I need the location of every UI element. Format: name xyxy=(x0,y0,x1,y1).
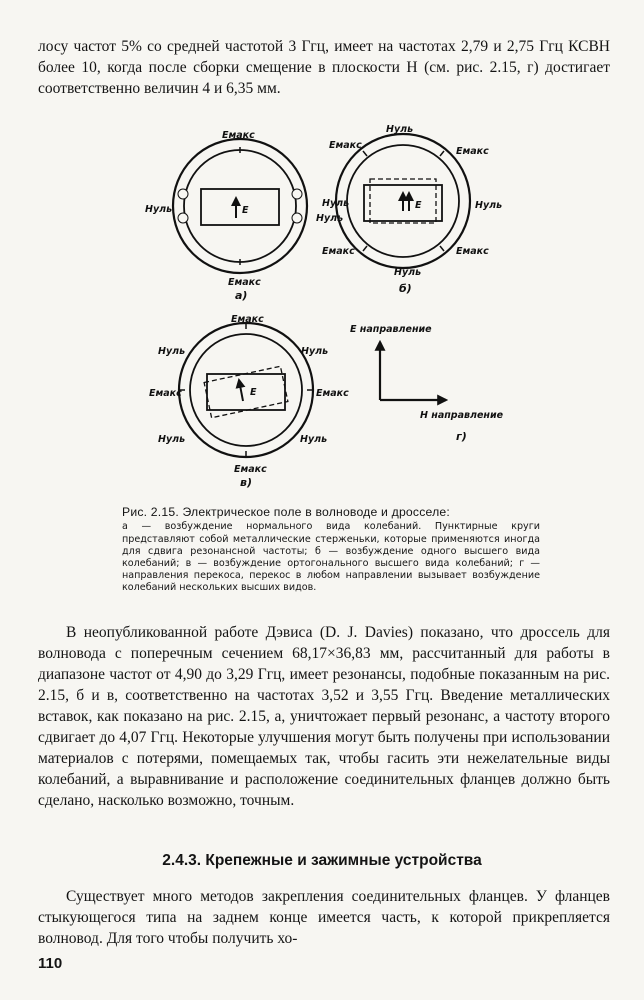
caption-title: Рис. 2.15. Электрическое поле в волноводе и дросселе: xyxy=(122,505,450,519)
label-null: Нуль xyxy=(158,346,186,357)
label-null: Нуль xyxy=(386,124,414,135)
subfigure-g xyxy=(350,324,504,443)
top-paragraph: лосу частот 5% со средней частотой 3 Ггц, имеет на частотах 2,79 и 2,75 Ггц КСВН более 10, когда после сборки смещение в плоскости H (см. рис. 2.15, г) достигает соответственно величин 4 и 6,35 мм. xyxy=(38,38,610,97)
label-null: Нуль xyxy=(301,346,329,357)
label-e-direction: E направление xyxy=(350,324,432,335)
label-e-max: Eмакс xyxy=(456,146,489,157)
subfigure-a xyxy=(145,130,307,302)
label-null: Нуль xyxy=(300,434,328,445)
label-e-max: Eмакс xyxy=(316,388,349,399)
caption-body: а — возбуждение нормального вида колебаний. Пунктирные круги представляют собой металлические стерженьки, которые применяются иногда для сдвига резонансной частоты; б — возбуждение одного высшего вида колебаний; в — возбуждение ортогонального высшего вида колебаний; г — направления перекоса, перекос в любом направлении вызывает возбуждение колебаний нескольких высших видов. xyxy=(122,521,540,593)
page-number: 110 xyxy=(38,955,63,972)
label-e-max: Eмакс xyxy=(322,246,355,257)
subfigure-letter-g: г) xyxy=(456,430,467,443)
label-null: Нуль xyxy=(322,198,350,209)
label-e-max: Eмакс xyxy=(149,388,182,399)
label-null: Нуль xyxy=(316,213,344,224)
label-e: E xyxy=(415,200,422,211)
body-paragraph: В неопубликованной работе Дэвиса (D. J. Davies) показано, что дроссель для волновода с поперечным сечением 68,17×36,83 мм, рассчитанный для работы в диапазоне частот от 4,90 до 3,29 Ггц, имеет резонансы, подобные показанным на рис. 2.15, б и в, соответственно на частотах 3,52 и 3,55 Ггц. Введение металлических вставок, как показано на рис. 2.15, а, уничтожает первый резонанс, а частоту второго сдвигает до 4,07 Ггц. Некоторые улучшения могут быть получены при использовании материалов с потерями, помещаемых так, чтобы гасить эти нежелательные виды колебаний, а выравнивание и расположение соединительных фланцев должно быть сделано, насколько возможно, точным. xyxy=(38,624,610,809)
subfigure-v xyxy=(149,314,349,489)
label-null: Нуль xyxy=(475,200,503,211)
figure-caption xyxy=(122,506,540,594)
label-null: Нуль xyxy=(394,267,422,278)
subfigure-letter-v: в) xyxy=(240,476,252,489)
label-null: Нуль xyxy=(145,204,173,215)
metal-rod-right xyxy=(292,189,302,199)
label-e-max: Eмакс xyxy=(231,314,264,325)
label-h-direction: H направление xyxy=(420,410,504,421)
label-e: E xyxy=(242,205,249,216)
metal-rod-right xyxy=(292,213,302,223)
subfigure-letter-a: а) xyxy=(235,289,248,302)
label-e-max: Eмакс xyxy=(456,246,489,257)
label-e-max: Eмакс xyxy=(228,277,261,288)
subfigure-b xyxy=(316,124,502,295)
figure-2-15 xyxy=(0,118,644,500)
body-paragraph: Существует много методов закрепления соединительных фланцев. У фланцев стыкующегося типа на заднем конце имеется часть, к которой прикрепляется волновод. Для того чтобы получить хо- xyxy=(38,888,610,947)
label-e-max: Eмакс xyxy=(222,130,255,141)
label-e-max: Eмакс xyxy=(234,464,267,475)
label-e: E xyxy=(250,387,257,398)
section-heading: 2.4.3. Крепежные и зажимные устройства xyxy=(162,852,482,869)
label-null: Нуль xyxy=(158,434,186,445)
metal-rod-left xyxy=(178,189,188,199)
metal-rod-left xyxy=(178,213,188,223)
label-e-max: Eмакс xyxy=(329,140,362,151)
subfigure-letter-b: б) xyxy=(399,282,412,295)
